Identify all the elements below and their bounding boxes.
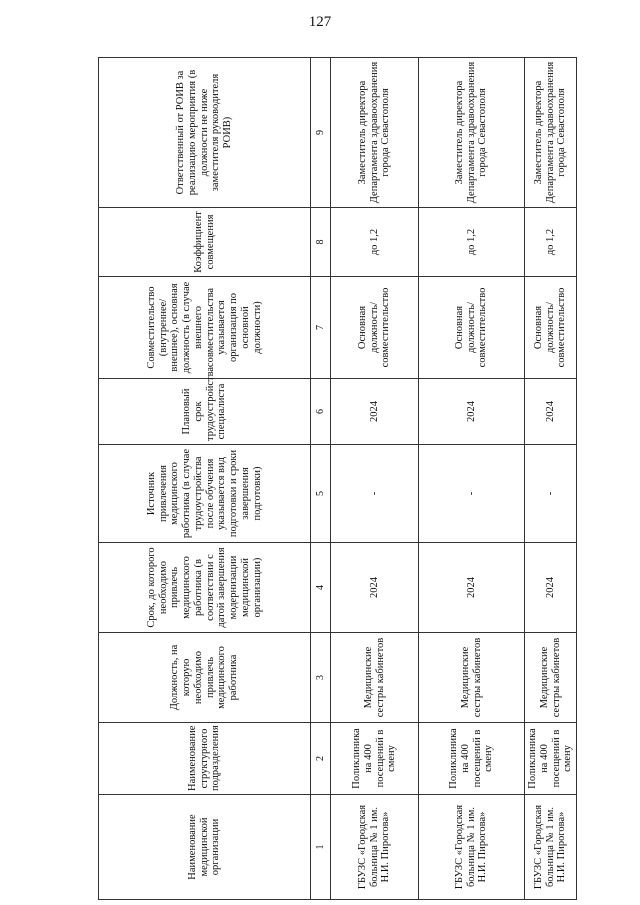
table-cell: Поликлиника на 400 посещений в смену	[331, 723, 419, 795]
table-cell: до 1,2	[419, 208, 525, 277]
table-cell: Заместитель директора Департамента здравоохранения города Севастополя	[331, 58, 419, 208]
table-cell: -	[331, 445, 419, 543]
column-number: 1	[311, 795, 331, 900]
column-number-row	[311, 58, 331, 900]
table-cell: 2024	[525, 543, 577, 633]
table-row	[525, 58, 577, 900]
column-number: 5	[311, 445, 331, 543]
rotated-table-frame	[98, 58, 574, 900]
header-cell: Должность, на которую необходимо привлечь медицинского работника	[99, 633, 311, 723]
table-cell: 2024	[525, 379, 577, 445]
table-cell: Медицинские сестры кабинетов	[525, 633, 577, 723]
table-cell: -	[419, 445, 525, 543]
column-number: 2	[311, 723, 331, 795]
page-number: 127	[308, 14, 332, 30]
table-row	[419, 58, 525, 900]
header-cell: Источник привлечения медицинского работника (в случае трудоустройства после обучения указывается вид подготовки и сроки завершения подготовки)	[99, 445, 311, 543]
column-number: 3	[311, 633, 331, 723]
header-cell: Наименование структурного подразделения	[99, 723, 311, 795]
table-cell: Медицинские сестры кабинетов	[331, 633, 419, 723]
header-cell: Наименование медицинской организации	[99, 795, 311, 900]
table-cell: до 1,2	[525, 208, 577, 277]
column-number: 8	[311, 208, 331, 277]
column-number: 9	[311, 58, 331, 208]
table-cell: Поликлиника на 400 посещений в смену	[419, 723, 525, 795]
table-cell: Медицинские сестры кабинетов	[419, 633, 525, 723]
column-number: 7	[311, 277, 331, 379]
table-cell: 2024	[331, 543, 419, 633]
table-cell: Основная должность/ совместительство	[331, 277, 419, 379]
table-cell: Поликлиника на 400 посещений в смену	[525, 723, 577, 795]
table-cell: 2024	[419, 543, 525, 633]
table-cell: ГБУЗС «Городская больница № 1 им. Н.И. Пирогова»	[419, 795, 525, 900]
table-cell: Заместитель директора Департамента здравоохранения города Севастополя	[419, 58, 525, 208]
table-cell: -	[525, 445, 577, 543]
header-cell: Коэффициент совмещения	[99, 208, 311, 277]
header-cell: Совместительство (внутреннее/внешнее), основная должность (в случае внешнего совместительства указывается организация по основной должности)	[99, 277, 311, 379]
table-cell: ГБУЗС «Городская больница № 1 им. Н.И. Пирогова»	[525, 795, 577, 900]
table-cell: 2024	[419, 379, 525, 445]
staffing-table	[98, 57, 577, 900]
header-cell: Плановый срок трудоустройства специалиста	[99, 379, 311, 445]
column-number: 6	[311, 379, 331, 445]
table-cell: до 1,2	[331, 208, 419, 277]
table-cell: Основная должность/ совместительство	[419, 277, 525, 379]
table-header-row	[99, 58, 311, 900]
table-cell: 2024	[331, 379, 419, 445]
header-cell: Срок, до которого необходимо привлечь медицинского работника (в соответствии с датой завершения модернизации медицинской организации)	[99, 543, 311, 633]
table-cell: ГБУЗС «Городская больница № 1 им. Н.И. Пирогова»	[331, 795, 419, 900]
header-cell: Ответственный от РОИВ за реализацию мероприятия (в должности не ниже заместителя руководителя РОИВ)	[99, 58, 311, 208]
column-number: 4	[311, 543, 331, 633]
table-row	[331, 58, 419, 900]
table-cell: Основная должность/ совместительство	[525, 277, 577, 379]
table-cell: Заместитель директора Департамента здравоохранения города Севастополя	[525, 58, 577, 208]
